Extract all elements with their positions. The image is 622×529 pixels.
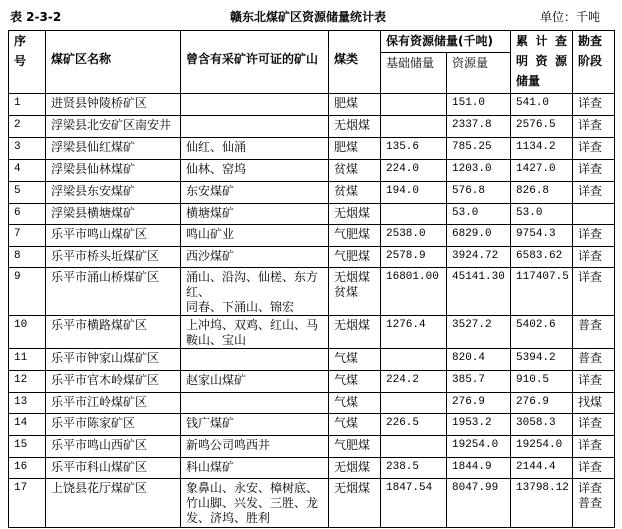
cell-resources: 19254.0 [447, 436, 511, 458]
cell-exploration-stage: 详查 [573, 268, 615, 316]
cell-basic-reserves: 1276.4 [381, 316, 447, 349]
cell-exploration-stage: 详查 [573, 160, 615, 182]
table-row [9, 371, 615, 393]
cell-exploration-stage: 详查 [573, 94, 615, 116]
cell-mining-area-name: 乐平市鸣山西矿区 [46, 436, 181, 458]
cell-coal-type: 无烟煤 [329, 316, 381, 349]
cell-seq: 5 [9, 182, 46, 204]
header-cumulative-proven [511, 31, 573, 94]
cell-basic-reserves: 224.0 [381, 160, 447, 182]
table-row [9, 94, 615, 116]
cell-coal-type: 无烟煤 [329, 479, 381, 528]
cell-licensed-mines: 横塘煤矿 [181, 204, 329, 225]
cell-cumulative-proven: 5394.2 [511, 349, 573, 371]
cell-resources: 45141.30 [447, 268, 511, 316]
table-row [9, 414, 615, 436]
cell-resources: 820.4 [447, 349, 511, 371]
cell-exploration-stage: 详查 [573, 458, 615, 479]
cell-coal-type: 气煤 [329, 414, 381, 436]
table-row [9, 393, 615, 414]
table-row [9, 160, 615, 182]
cell-basic-reserves: 135.6 [381, 138, 447, 160]
cell-seq: 13 [9, 393, 46, 414]
cell-cumulative-proven: 826.8 [511, 182, 573, 204]
cell-basic-reserves: 238.5 [381, 458, 447, 479]
cell-cumulative-proven: 19254.0 [511, 436, 573, 458]
cell-mining-area-name: 乐平市鸣山煤矿区 [46, 225, 181, 247]
cell-coal-type: 气煤 [329, 371, 381, 393]
cell-cumulative-proven: 541.0 [511, 94, 573, 116]
cell-exploration-stage: 详查 [573, 138, 615, 160]
cell-mining-area-name: 浮梁县仙红煤矿 [46, 138, 181, 160]
cell-licensed-mines: 东安煤矿 [181, 182, 329, 204]
table-number: 表 2-3-2 [10, 10, 62, 24]
cell-basic-reserves [381, 116, 447, 138]
cell-exploration-stage: 详查 [573, 436, 615, 458]
cell-mining-area-name: 浮梁县横塘煤矿 [46, 204, 181, 225]
cell-resources: 576.8 [447, 182, 511, 204]
cell-mining-area-name: 浮梁县北安矿区南安井 [46, 116, 181, 138]
cell-seq: 1 [9, 94, 46, 116]
cell-licensed-mines: 钱广煤矿 [181, 414, 329, 436]
cell-licensed-mines: 西沙煤矿 [181, 247, 329, 268]
cell-exploration-stage: 详查 [573, 116, 615, 138]
header-basic-reserves: 基础储量 [381, 53, 447, 94]
cell-resources: 1844.9 [447, 458, 511, 479]
cell-licensed-mines: 涌山、沿沟、仙槎、东方红、 同春、下涌山、锦宏 [181, 268, 329, 316]
cell-licensed-mines: 新鸣公司鸣西井 [181, 436, 329, 458]
cell-seq: 10 [9, 316, 46, 349]
cell-seq: 17 [9, 479, 46, 528]
table-row [9, 268, 615, 316]
cell-cumulative-proven: 1134.2 [511, 138, 573, 160]
cell-cumulative-proven: 910.5 [511, 371, 573, 393]
cell-resources: 785.25 [447, 138, 511, 160]
cell-mining-area-name: 乐平市陈家矿区 [46, 414, 181, 436]
cell-mining-area-name: 浮梁县仙林煤矿 [46, 160, 181, 182]
header-resources: 资源量 [447, 53, 511, 94]
cell-seq: 16 [9, 458, 46, 479]
cell-resources: 1953.2 [447, 414, 511, 436]
cell-licensed-mines: 鸣山矿业 [181, 225, 329, 247]
cell-basic-reserves [381, 349, 447, 371]
cell-coal-type: 无烟煤 [329, 116, 381, 138]
cell-cumulative-proven: 5402.6 [511, 316, 573, 349]
cell-cumulative-proven: 2144.4 [511, 458, 573, 479]
cell-cumulative-proven: 2576.5 [511, 116, 573, 138]
cell-cumulative-proven: 117407.5 [511, 268, 573, 316]
cell-resources: 2337.8 [447, 116, 511, 138]
cell-mining-area-name: 乐平市横路煤矿区 [46, 316, 181, 349]
cell-seq: 14 [9, 414, 46, 436]
cell-exploration-stage: 详查 [573, 414, 615, 436]
cell-exploration-stage [573, 204, 615, 225]
cell-licensed-mines [181, 94, 329, 116]
cell-exploration-stage: 详查 [573, 247, 615, 268]
header-coal-type: 煤类 [329, 31, 381, 94]
header-cumulative-line: 储量 [516, 74, 541, 88]
cell-cumulative-proven: 9754.3 [511, 225, 573, 247]
cell-licensed-mines: 象鼻山、永安、樟树底、竹山脚、兴发、三胜、龙发、济坞、胜利 [181, 479, 329, 528]
cell-licensed-mines: 赵家山煤矿 [181, 371, 329, 393]
cell-seq: 6 [9, 204, 46, 225]
cell-mining-area-name: 乐平市官木岭煤矿区 [46, 371, 181, 393]
cell-seq: 15 [9, 436, 46, 458]
cell-exploration-stage: 普查 [573, 349, 615, 371]
cell-coal-type: 气肥煤 [329, 247, 381, 268]
table-row [9, 247, 615, 268]
cell-cumulative-proven: 53.0 [511, 204, 573, 225]
table-row [9, 349, 615, 371]
cell-seq: 4 [9, 160, 46, 182]
cell-cumulative-proven: 3058.3 [511, 414, 573, 436]
header-cumulative-line: 累计查 [516, 34, 568, 48]
cell-cumulative-proven: 13798.12 [511, 479, 573, 528]
cell-exploration-stage: 找煤 [573, 393, 615, 414]
table-row [9, 138, 615, 160]
cell-coal-type: 气肥煤 [329, 436, 381, 458]
cell-resources: 385.7 [447, 371, 511, 393]
cell-mining-area-name: 乐平市江岭煤矿区 [46, 393, 181, 414]
cell-mining-area-name: 进贤县钟陵桥矿区 [46, 94, 181, 116]
cell-coal-type: 无烟煤 [329, 204, 381, 225]
cell-resources: 276.9 [447, 393, 511, 414]
cell-seq: 3 [9, 138, 46, 160]
cell-exploration-stage: 详查 [573, 225, 615, 247]
header-licensed-mines: 曾含有采矿许可证的矿山 [181, 31, 329, 94]
cell-resources: 3924.72 [447, 247, 511, 268]
table-row [9, 479, 615, 528]
cell-mining-area-name: 乐平市科山煤矿区 [46, 458, 181, 479]
cell-seq: 7 [9, 225, 46, 247]
cell-basic-reserves [381, 393, 447, 414]
cell-basic-reserves: 16801.00 [381, 268, 447, 316]
cell-basic-reserves: 1847.54 [381, 479, 447, 528]
table-body [9, 94, 615, 528]
cell-cumulative-proven: 1427.0 [511, 160, 573, 182]
table-row [9, 458, 615, 479]
cell-resources: 3527.2 [447, 316, 511, 349]
cell-resources: 6829.0 [447, 225, 511, 247]
cell-resources: 151.0 [447, 94, 511, 116]
cell-mining-area-name: 乐平市桥头坵煤矿区 [46, 247, 181, 268]
cell-coal-type: 肥煤 [329, 138, 381, 160]
cell-coal-type: 贫煤 [329, 160, 381, 182]
cell-seq: 9 [9, 268, 46, 316]
table-row [9, 436, 615, 458]
cell-licensed-mines: 科山煤矿 [181, 458, 329, 479]
cell-basic-reserves: 2538.0 [381, 225, 447, 247]
cell-resources: 53.0 [447, 204, 511, 225]
cell-cumulative-proven: 276.9 [511, 393, 573, 414]
table-row [9, 225, 615, 247]
table-row [9, 204, 615, 225]
cell-basic-reserves [381, 204, 447, 225]
cell-licensed-mines: 上冲坞、双鸡、红山、马鞍山、宝山 [181, 316, 329, 349]
cell-exploration-stage: 详查 [573, 182, 615, 204]
cell-exploration-stage: 详查 [573, 371, 615, 393]
cell-licensed-mines [181, 393, 329, 414]
cell-basic-reserves: 226.5 [381, 414, 447, 436]
unit-label: 单位：千吨 [540, 10, 601, 24]
reserves-table [8, 30, 615, 528]
header-row [9, 31, 615, 53]
table-header [9, 31, 615, 94]
cell-basic-reserves: 194.0 [381, 182, 447, 204]
cell-coal-type: 气煤 [329, 349, 381, 371]
cell-seq: 2 [9, 116, 46, 138]
table-row [9, 182, 615, 204]
cell-coal-type: 肥煤 [329, 94, 381, 116]
table-row [9, 116, 615, 138]
header-retained-reserves: 保有资源储量(千吨) [381, 31, 511, 53]
cell-seq: 8 [9, 247, 46, 268]
cell-mining-area-name: 上饶县花厅煤矿区 [46, 479, 181, 528]
cell-coal-type: 无烟煤 [329, 458, 381, 479]
cell-basic-reserves: 224.2 [381, 371, 447, 393]
cell-seq: 12 [9, 371, 46, 393]
cell-basic-reserves [381, 436, 447, 458]
table-row [9, 316, 615, 349]
cell-mining-area-name: 乐平市涌山桥煤矿区 [46, 268, 181, 316]
cell-licensed-mines [181, 116, 329, 138]
table-title: 赣东北煤矿区资源储量统计表 [230, 10, 387, 24]
header-seq: 序 号 [9, 31, 46, 94]
cell-coal-type: 气肥煤 [329, 225, 381, 247]
cell-seq: 11 [9, 349, 46, 371]
cell-basic-reserves [381, 94, 447, 116]
cell-coal-type: 贫煤 [329, 182, 381, 204]
header-exploration-stage: 勘查 阶段 [573, 31, 615, 94]
header-cumulative-line: 明资源 [516, 54, 568, 68]
cell-licensed-mines [181, 349, 329, 371]
cell-resources: 8047.99 [447, 479, 511, 528]
cell-resources: 1203.0 [447, 160, 511, 182]
cell-basic-reserves: 2578.9 [381, 247, 447, 268]
cell-licensed-mines: 仙红、仙涌 [181, 138, 329, 160]
cell-exploration-stage: 普查 [573, 316, 615, 349]
cell-cumulative-proven: 6583.62 [511, 247, 573, 268]
header-mining-area-name: 煤矿区名称 [46, 31, 181, 94]
cell-licensed-mines: 仙林、窑坞 [181, 160, 329, 182]
cell-exploration-stage: 详查 普查 [573, 479, 615, 528]
cell-coal-type: 气煤 [329, 393, 381, 414]
cell-mining-area-name: 乐平市钟家山煤矿区 [46, 349, 181, 371]
cell-coal-type: 无烟煤 贫煤 [329, 268, 381, 316]
cell-mining-area-name: 浮梁县东安煤矿 [46, 182, 181, 204]
